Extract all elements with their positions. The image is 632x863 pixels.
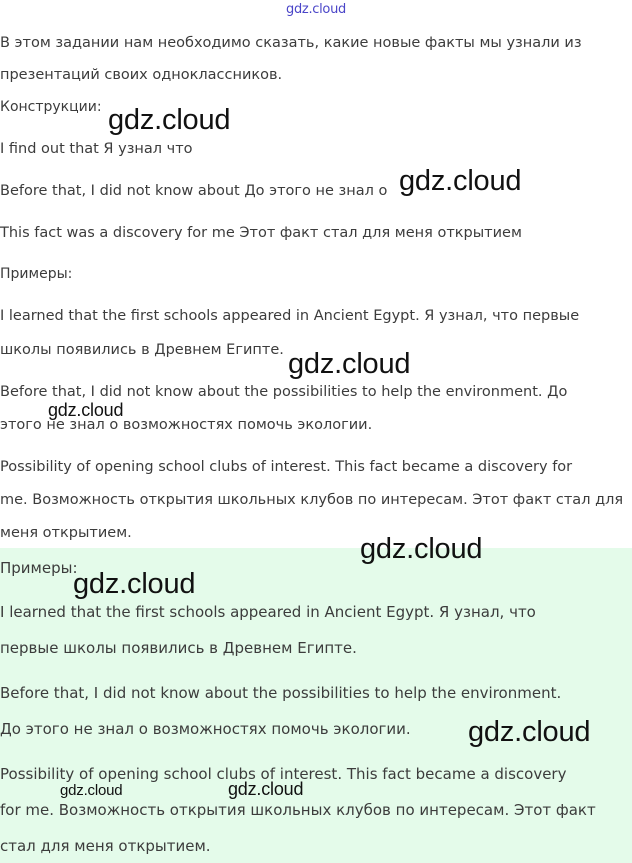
watermark: gdz.cloud xyxy=(360,533,483,565)
watermark: gdz.cloud xyxy=(228,779,304,799)
answer-line-2: первые школы появились в Древнем Египте. xyxy=(0,639,357,657)
intro-line-1: В этом задании нам необходимо сказать, какие новые факты мы узнали из xyxy=(0,35,582,51)
example-line-2: школы появились в Древнем Египте. xyxy=(0,342,284,358)
construction-item-3: This fact was a discovery for me Этот факт стал для меня открытием xyxy=(0,225,522,241)
answer-line-1: I learned that the first schools appeared in Ancient Egypt. Я узнал, что xyxy=(0,603,536,621)
header-watermark: gdz.cloud xyxy=(286,2,346,17)
answer-label: Примеры: xyxy=(0,559,78,577)
watermark: gdz.cloud xyxy=(48,400,124,420)
intro-line-2: презентаций своих одноклассников. xyxy=(0,67,283,83)
constructions-label: Конструкции: xyxy=(0,99,102,115)
examples-label: Примеры: xyxy=(0,266,73,282)
answer-line-5: Possibility of opening school clubs of interest. This fact became a discovery xyxy=(0,765,567,783)
answer-line-6: for me. Возможность открытия школьных клубов по интересам. Этот факт xyxy=(0,801,596,819)
watermark: gdz.cloud xyxy=(73,568,196,600)
answer-line-4: До этого не знал о возможностях помочь экологии. xyxy=(0,720,411,738)
answer-line-7: стал для меня открытием. xyxy=(0,837,211,855)
watermark: gdz.cloud xyxy=(108,104,231,136)
example-line-3: Before that, I did not know about the possibilities to help the environment. До xyxy=(0,384,568,400)
example-line-6: me. Возможность открытия школьных клубов по интересам. Этот факт стал для xyxy=(0,492,624,508)
construction-item-2: Before that, I did not know about До этого не знал о xyxy=(0,183,388,199)
example-line-4: этого не знал о возможностях помочь экологии. xyxy=(0,417,373,433)
construction-item-1: I find out that Я узнал что xyxy=(0,141,193,157)
example-line-5: Possibility of opening school clubs of interest. This fact became a discovery for xyxy=(0,459,573,475)
watermark: gdz.cloud xyxy=(288,348,411,380)
watermark: gdz.cloud xyxy=(468,716,591,748)
example-line-7: меня открытием. xyxy=(0,525,132,541)
answer-line-3: Before that, I did not know about the possibilities to help the environment. xyxy=(0,684,562,702)
watermark: gdz.cloud xyxy=(60,782,123,799)
example-line-1: I learned that the first schools appeared in Ancient Egypt. Я узнал, что первые xyxy=(0,308,580,324)
watermark: gdz.cloud xyxy=(399,165,522,197)
